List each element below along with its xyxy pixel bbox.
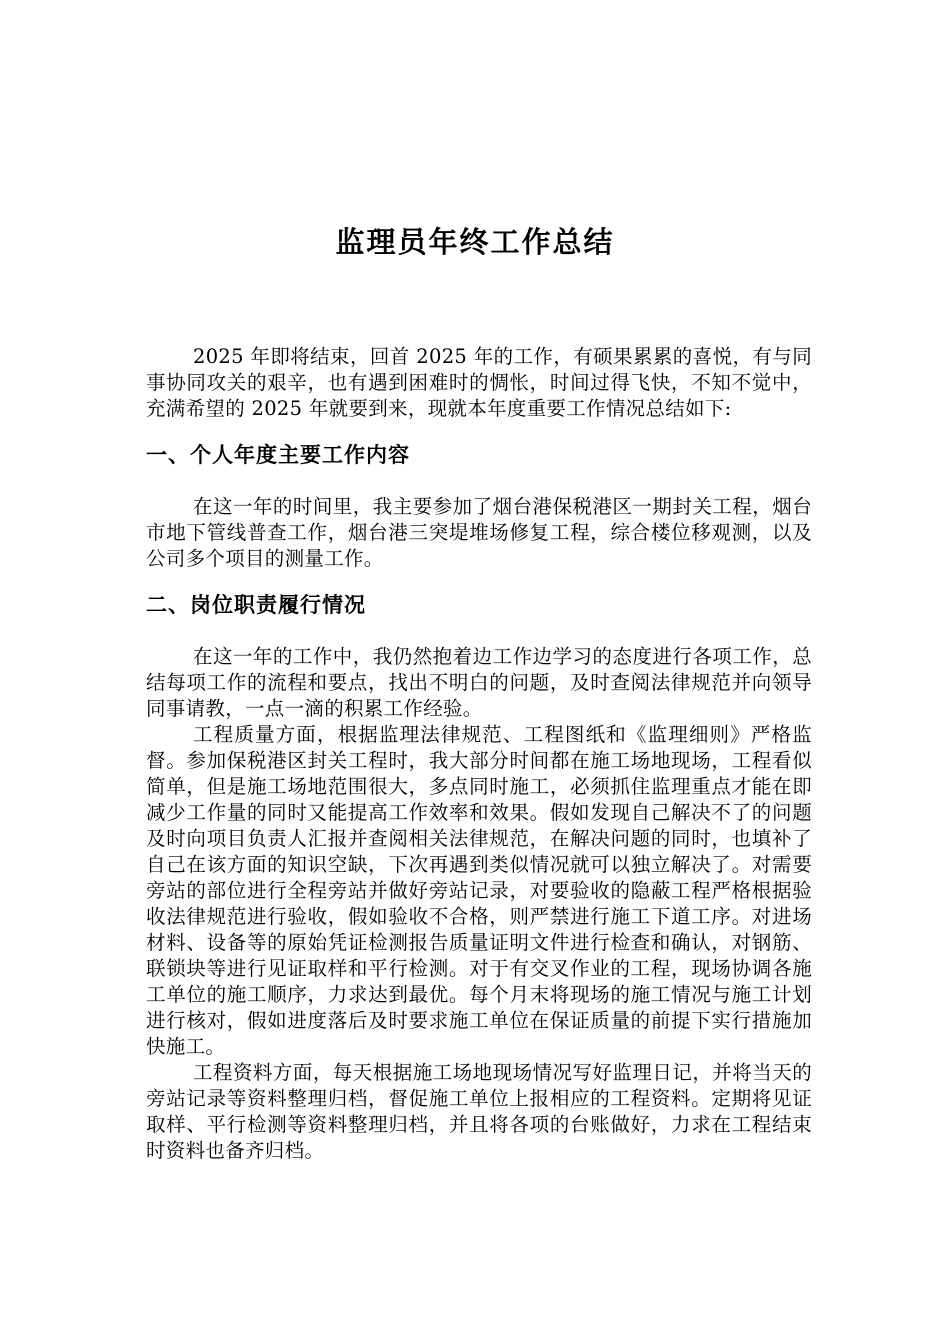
section-2-paragraph-1: 在这一年的工作中，我仍然抱着边工作边学习的态度进行各项工作，总结每项工作的流程和要点，找出不明白的问题，及时查阅法律规范并向领导同事请教，一点一滴的积累工作经验。 (146, 645, 812, 720)
section-1-paragraph-1: 在这一年的时间里，我主要参加了烟台港保税港区一期封关工程，烟台市地下管线普查工作，烟台港三突堤堆场修复工程，综合楼位移观测，以及公司多个项目的测量工作。 (146, 495, 812, 570)
intro-paragraph: 2025 年即将结束，回首 2025 年的工作，有硕果累累的喜悦，有与同事协同攻关的艰辛，也有遇到困难时的惆怅，时间过得飞快，不知不觉中，充满希望的 2025 年就要到来，现就本年度重要工作情况总结如下: (146, 345, 812, 420)
section-heading-1: 一、个人年度主要工作内容 (146, 442, 410, 467)
document-title: 监理员年终工作总结 (335, 225, 615, 259)
document-body (146, 344, 812, 1164)
section-2-paragraph-2: 工程质量方面，根据监理法律规范、工程图纸和《监理细则》严格监督。参加保税港区封关工程时，我大部分时间都在施工场地现场，工程看似简单，但是施工场地范围很大，多点同时施工，必须抓住监理重点才能在即减少工作量的同时又能提高工作效率和效果。假如发现自己解决不了的问题及时向项目负责人汇报并查阅相关法律规范，在解决问题的同时，也填补了自己在该方面的知识空缺，下次再遇到类似情况就可以独立解决了。对需要旁站的部位进行全程旁站并做好旁站记录，对要验收的隐蔽工程严格根据验收法律规范进行验收，假如验收不合格，则严禁进行施工下道工序。对进场材料、设备等的原始凭证检测报告质量证明文件进行检查和确认，对钢筋、联锁块等进行见证取样和平行检测。对于有交叉作业的工程，现场协调各施工单位的施工顺序，力求达到最优。每个月末将现场的施工情况与施工计划进行核对，假如进度落后及时要求施工单位在保证质量的前提下实行措施加快施工。 (146, 723, 812, 1058)
section-heading-2: 二、岗位职责履行情况 (146, 592, 366, 617)
section-2-paragraph-3: 工程资料方面，每天根据施工场地现场情况写好监理日记，并将当天的旁站记录等资料整理归档，督促施工单位上报相应的工程资料。定期将见证取样、平行检测等资料整理归档，并且将各项的台账做好，力求在工程结束时资料也备齐归档。 (146, 1061, 812, 1162)
